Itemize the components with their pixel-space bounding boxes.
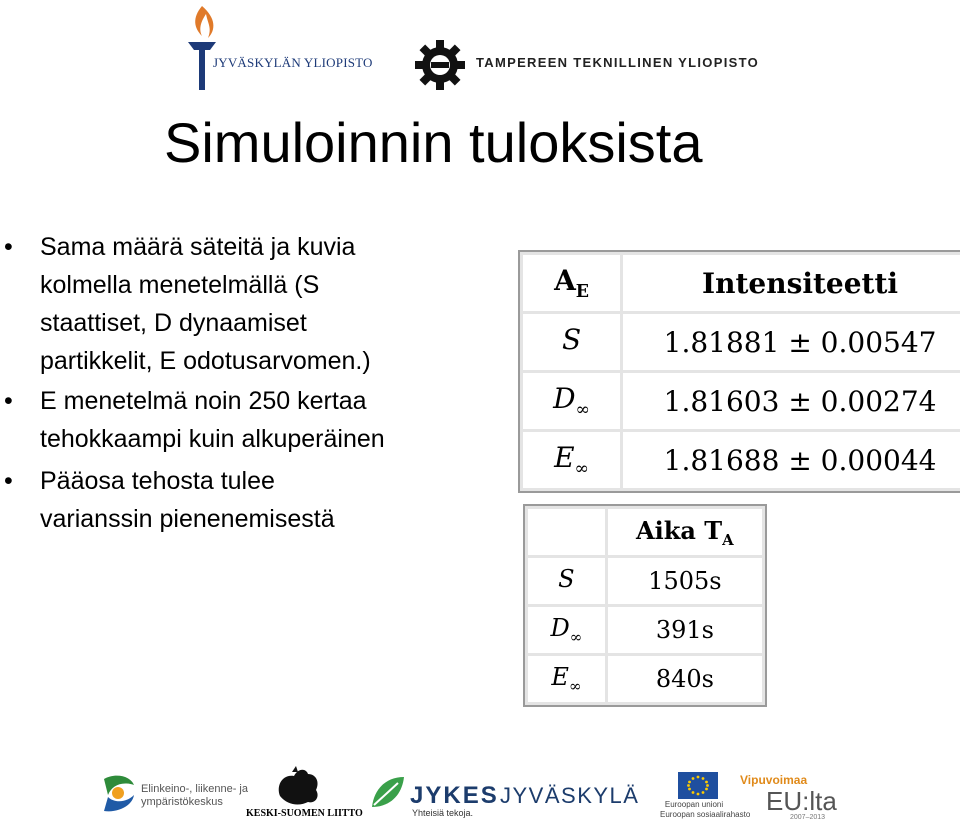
value-cell: 1.81603 ± 0.00274 — [622, 372, 960, 431]
value-cell: 1505s — [606, 557, 763, 606]
value-cell: 840s — [606, 655, 763, 704]
time-table — [525, 506, 765, 705]
table-row — [522, 431, 960, 490]
value-cell: 1.81881 ± 0.00547 — [622, 313, 960, 372]
method-cell: S — [522, 313, 622, 372]
table-row — [527, 557, 764, 606]
bullet-line: tehokkaampi kuin alkuperäinen — [40, 425, 385, 453]
tut-logo-text: TAMPEREEN TEKNILLINEN YLIOPISTO — [476, 55, 759, 70]
method-cell: S — [527, 557, 607, 606]
torch-icon — [182, 2, 222, 94]
jykes-leaf-icon — [368, 773, 408, 813]
ely-logo-icon — [100, 773, 138, 813]
bullet-dot: • — [4, 467, 13, 495]
method-cell: $E_\infty$ — [527, 655, 607, 704]
bullet-line: varianssin pienenemisestä — [40, 505, 335, 533]
bullet-line: staattiset, D dynaamiset — [40, 309, 307, 337]
eu-logo-text: Euroopan unioni Euroopan sosiaalirahasto — [660, 800, 751, 819]
bullet-line: Sama määrä säteitä ja kuvia — [40, 233, 356, 261]
value-cell: 391s — [606, 606, 763, 655]
bullet-dot: • — [4, 387, 13, 415]
vipuvoimaa-title: Vipuvoimaa — [740, 773, 808, 787]
ely-logo-text: Elinkeino-, liikenne- ja ympäristökeskus — [141, 783, 248, 808]
table-header-row — [527, 508, 764, 557]
bullet-line: kolmella menetelmällä (S — [40, 271, 320, 299]
jyu-logo-text: JYVÄSKYLÄN YLIOPISTO — [213, 55, 373, 70]
ksl-logo-text: KESKI-SUOMEN LIITTO — [246, 808, 363, 819]
bullet-line: partikkelit, E odotusarvomen.) — [40, 347, 371, 375]
table-row — [527, 606, 764, 655]
header-intensity: Intensiteetti — [622, 254, 960, 313]
table-row — [522, 372, 960, 431]
slide-title: Simuloinnin tuloksista — [164, 111, 703, 174]
eu-flag-icon — [678, 772, 718, 799]
vipuvoimaa-eu-text: EU:lta — [766, 786, 837, 816]
bullet-dot: • — [4, 233, 13, 261]
jykes-logo-text: JYKES — [410, 782, 499, 809]
header-empty — [527, 508, 607, 557]
jyu-logo — [182, 2, 392, 94]
method-cell: $D_\infty$ — [522, 372, 622, 431]
bullet-line: Pääosa tehosta tulee — [40, 467, 275, 495]
method-cell: $E_\infty$ — [522, 431, 622, 490]
value-cell: 1.81688 ± 0.00044 — [622, 431, 960, 490]
bullet-line: E menetelmä noin 250 kertaa — [40, 387, 367, 415]
table-row — [527, 655, 764, 704]
vipuvoimaa-years: 2007–2013 — [790, 814, 826, 821]
table-header-row — [522, 254, 960, 313]
tut-gear-icon — [413, 38, 467, 92]
capercaillie-icon — [272, 766, 324, 808]
intensity-table — [520, 252, 960, 491]
table-row — [522, 313, 960, 372]
jykes-slogan: Yhteisiä tekoja. — [412, 808, 474, 818]
header-time: Aika $T_A$ — [606, 508, 763, 557]
header-method: $A_E$ — [522, 254, 622, 313]
jyvaskyla-logo-text: JYVÄSKYLÄ — [500, 783, 640, 808]
method-cell: $D_\infty$ — [527, 606, 607, 655]
